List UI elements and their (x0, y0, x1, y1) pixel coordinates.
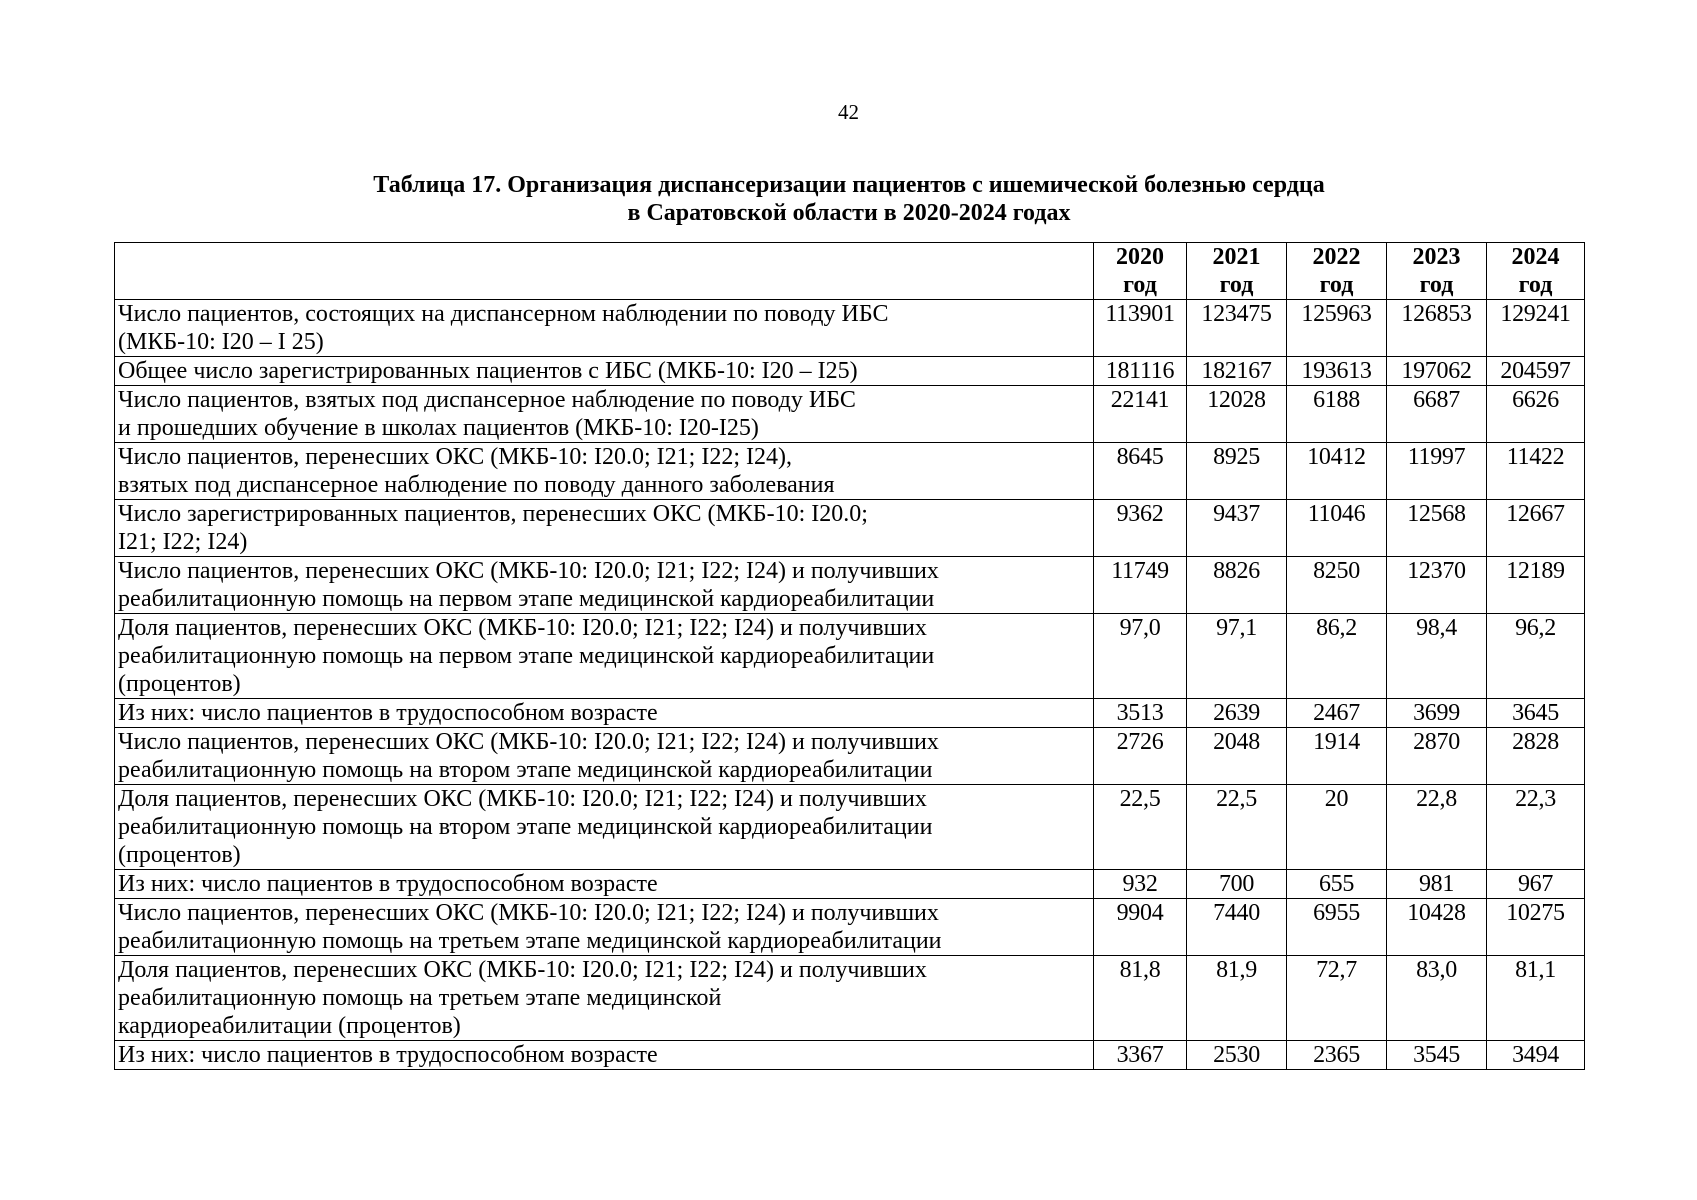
value-cell: 6626 (1487, 386, 1585, 443)
value-cell: 22,8 (1387, 785, 1487, 870)
row-label: Из них: число пациентов в трудоспособном возрасте (115, 699, 1094, 728)
row-label: Число пациентов, перенесших ОКС (МКБ-10: I20.0; I21; I22; I24) и получивших реабилитационную помощь на первом этапе медицинской кардиореабилитации (115, 557, 1094, 614)
row-label: Число пациентов, состоящих на диспансерном наблюдении по поводу ИБС (МКБ-10: I20 – I 25) (115, 300, 1094, 357)
value-cell: 2828 (1487, 728, 1585, 785)
value-cell: 125963 (1287, 300, 1387, 357)
table-header-row (115, 243, 1585, 300)
value-cell: 6955 (1287, 899, 1387, 956)
value-cell: 126853 (1387, 300, 1487, 357)
value-cell: 123475 (1187, 300, 1287, 357)
table-row (115, 1041, 1585, 1070)
value-cell: 113901 (1094, 300, 1187, 357)
value-cell: 72,7 (1287, 956, 1387, 1041)
value-cell: 9362 (1094, 500, 1187, 557)
table-row (115, 870, 1585, 899)
value-cell: 8826 (1187, 557, 1287, 614)
value-cell: 83,0 (1387, 956, 1487, 1041)
value-cell: 3699 (1387, 699, 1487, 728)
value-cell: 11997 (1387, 443, 1487, 500)
value-cell: 2467 (1287, 699, 1387, 728)
value-cell: 655 (1287, 870, 1387, 899)
table-row (115, 300, 1585, 357)
value-cell: 197062 (1387, 357, 1487, 386)
table-row (115, 386, 1585, 443)
value-cell: 6687 (1387, 386, 1487, 443)
value-cell: 81,1 (1487, 956, 1585, 1041)
value-cell: 97,0 (1094, 614, 1187, 699)
value-cell: 3494 (1487, 1041, 1585, 1070)
row-label: Доля пациентов, перенесших ОКС (МКБ-10: I20.0; I21; I22; I24) и получивших реабилитационную помощь на третьем этапе медицинской кардиореабилитации (процентов) (115, 956, 1094, 1041)
row-label: Число пациентов, перенесших ОКС (МКБ-10: I20.0; I21; I22; I24), взятых под диспансерное наблюдение по поводу данного заболевания (115, 443, 1094, 500)
table-row (115, 614, 1585, 699)
value-cell: 10428 (1387, 899, 1487, 956)
value-cell: 3367 (1094, 1041, 1187, 1070)
table-title (114, 171, 1584, 227)
value-cell: 11422 (1487, 443, 1585, 500)
value-cell: 2870 (1387, 728, 1487, 785)
value-cell: 12370 (1387, 557, 1487, 614)
row-label: Число пациентов, взятых под диспансерное наблюдение по поводу ИБС и прошедших обучение в школах пациентов (МКБ-10: I20-I25) (115, 386, 1094, 443)
row-label: Число зарегистрированных пациентов, перенесших ОКС (МКБ-10: I20.0; I21; I22; I24) (115, 500, 1094, 557)
value-cell: 193613 (1287, 357, 1387, 386)
value-cell: 2639 (1187, 699, 1287, 728)
value-cell: 22,5 (1094, 785, 1187, 870)
value-cell: 96,2 (1487, 614, 1585, 699)
value-cell: 3545 (1387, 1041, 1487, 1070)
value-cell: 8645 (1094, 443, 1187, 500)
value-cell: 9904 (1094, 899, 1187, 956)
row-label: Число пациентов, перенесших ОКС (МКБ-10: I20.0; I21; I22; I24) и получивших реабилитационную помощь на третьем этапе медицинской кардиореабилитации (115, 899, 1094, 956)
row-label: Из них: число пациентов в трудоспособном возрасте (115, 870, 1094, 899)
value-cell: 86,2 (1287, 614, 1387, 699)
value-cell: 12189 (1487, 557, 1585, 614)
value-cell: 22141 (1094, 386, 1187, 443)
row-label: Число пациентов, перенесших ОКС (МКБ-10: I20.0; I21; I22; I24) и получивших реабилитационную помощь на втором этапе медицинской кардиореабилитации (115, 728, 1094, 785)
value-cell: 181116 (1094, 357, 1187, 386)
row-label: Доля пациентов, перенесших ОКС (МКБ-10: I20.0; I21; I22; I24) и получивших реабилитационную помощь на первом этапе медицинской кардиореабилитации (процентов) (115, 614, 1094, 699)
header-year-2024: 2024 год (1487, 243, 1585, 300)
table-row (115, 785, 1585, 870)
value-cell: 1914 (1287, 728, 1387, 785)
value-cell: 12028 (1187, 386, 1287, 443)
table-row (115, 699, 1585, 728)
value-cell: 97,1 (1187, 614, 1287, 699)
row-label: Общее число зарегистрированных пациентов с ИБС (МКБ-10: I20 – I25) (115, 357, 1094, 386)
table-row (115, 956, 1585, 1041)
value-cell: 22,5 (1187, 785, 1287, 870)
value-cell: 7440 (1187, 899, 1287, 956)
header-year-2022: 2022 год (1287, 243, 1387, 300)
value-cell: 81,8 (1094, 956, 1187, 1041)
header-indicator-cell (115, 243, 1094, 300)
value-cell: 8925 (1187, 443, 1287, 500)
row-label: Доля пациентов, перенесших ОКС (МКБ-10: I20.0; I21; I22; I24) и получивших реабилитационную помощь на втором этапе медицинской кардиореабилитации (процентов) (115, 785, 1094, 870)
value-cell: 81,9 (1187, 956, 1287, 1041)
value-cell: 98,4 (1387, 614, 1487, 699)
value-cell: 10275 (1487, 899, 1585, 956)
value-cell: 3513 (1094, 699, 1187, 728)
table-row (115, 557, 1585, 614)
value-cell: 2726 (1094, 728, 1187, 785)
header-year-2021: 2021 год (1187, 243, 1287, 300)
value-cell: 12667 (1487, 500, 1585, 557)
value-cell: 8250 (1287, 557, 1387, 614)
table-title-line-2: в Саратовской области в 2020-2024 годах (627, 200, 1071, 226)
table-title-line-1: Таблица 17. Организация диспансеризации пациентов с ишемической болезнью сердца (373, 172, 1325, 198)
header-year-2020: 2020 год (1094, 243, 1187, 300)
value-cell: 182167 (1187, 357, 1287, 386)
table-row (115, 899, 1585, 956)
value-cell: 129241 (1487, 300, 1585, 357)
value-cell: 10412 (1287, 443, 1387, 500)
value-cell: 20 (1287, 785, 1387, 870)
value-cell: 981 (1387, 870, 1487, 899)
page-number: 42 (838, 100, 859, 124)
value-cell: 11046 (1287, 500, 1387, 557)
value-cell: 2365 (1287, 1041, 1387, 1070)
value-cell: 9437 (1187, 500, 1287, 557)
table-row (115, 728, 1585, 785)
value-cell: 6188 (1287, 386, 1387, 443)
value-cell: 700 (1187, 870, 1287, 899)
value-cell: 22,3 (1487, 785, 1585, 870)
value-cell: 2530 (1187, 1041, 1287, 1070)
value-cell: 967 (1487, 870, 1585, 899)
table-row (115, 357, 1585, 386)
row-label: Из них: число пациентов в трудоспособном возрасте (115, 1041, 1094, 1070)
table-row (115, 500, 1585, 557)
dispensary-table (114, 242, 1585, 1070)
value-cell: 2048 (1187, 728, 1287, 785)
value-cell: 3645 (1487, 699, 1585, 728)
value-cell: 204597 (1487, 357, 1585, 386)
value-cell: 11749 (1094, 557, 1187, 614)
value-cell: 12568 (1387, 500, 1487, 557)
header-year-2023: 2023 год (1387, 243, 1487, 300)
value-cell: 932 (1094, 870, 1187, 899)
table-row (115, 443, 1585, 500)
